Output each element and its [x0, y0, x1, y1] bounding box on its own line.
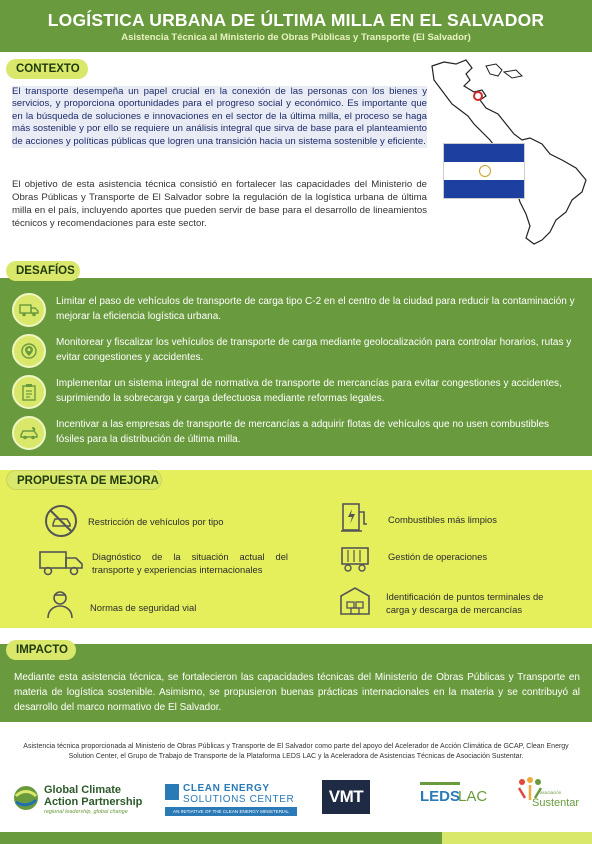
page-title: LOGÍSTICA URBANA DE ÚLTIMA MILLA EN EL SALVADOR: [47, 10, 545, 30]
proposal-text: Diagnóstico de la situación actual del transporte y experiencias internacionales: [92, 551, 288, 575]
el-salvador-flag: [443, 143, 525, 199]
section-label-desafios: DESAFÍOS: [6, 261, 80, 281]
challenge-text: Limitar el paso de vehículos de transporte de carga tipo C-2 en el centro de la ciudad para reducir la contaminación y mejorar la eficiencia logística urbana.: [56, 296, 575, 322]
globe-icon: [12, 784, 40, 812]
safety-icon: [44, 588, 76, 625]
container-icon: [340, 544, 372, 579]
challenge-item: [10, 374, 582, 410]
proposal-text: Restricción de vehículos por tipo: [88, 516, 224, 527]
page-header: [0, 0, 592, 52]
section-label-impacto: IMPACTO: [6, 640, 76, 660]
delivery-truck-icon: [38, 548, 86, 583]
proposal-text: Identificación de puntos terminales de carga y descarga de mercancías: [386, 591, 544, 615]
challenge-text: Implementar un sistema integral de normativa de transporte de mercancías para evitar congestiones y accidentes, suprimiendo la sobrecarga y carga defectuosa mediante reformas legales.: [56, 378, 562, 404]
challenge-item: [10, 415, 582, 451]
challenge-text: Monitorear y fiscalizar los vehículos de transporte de carga mediante geolocalización para controlar horarios, rutas y evitar congestiones y accidentes.: [56, 337, 572, 363]
challenge-item: [10, 292, 582, 328]
charging-station-icon: [340, 500, 370, 539]
challenge-text: Incentivar a las empresas de transporte de mercancías a adquirir flotas de vehículos que no usen combustibles fósiles para la distribución de última milla.: [56, 419, 550, 445]
sustentar-small: asociación: [540, 790, 562, 795]
section-label-contexto: CONTEXTO: [6, 59, 88, 79]
cesc-tagline: AN INITIATIVE OF THE CLEAN ENERGY MINISTERIAL: [165, 807, 297, 816]
footer-note: Asistencia técnica proporcionada al Ministerio de Obras Públicas y Transporte de El Salvador como parte del apoyo del Acelerador de Acción Climática de GCAP, Clean Energy Solution Center, el Grupo de Trabajo de Transporte de la Plataforma LEDS LAC y la Aceleradora de Asistencias Técnicas de Asociación Sustentar.: [23, 743, 569, 760]
section-label-propuesta: PROPUESTA DE MEJORA: [6, 470, 162, 490]
loading-dock-icon: [338, 584, 372, 623]
gcap-tagline: regional leadership, global change: [44, 809, 128, 815]
challenge-item: [10, 333, 582, 369]
clean-energy-logo: [165, 780, 300, 820]
coat-of-arms-icon: [479, 165, 491, 177]
proposal-text: Gestión de operaciones: [388, 551, 488, 562]
eco-car-icon: [12, 416, 46, 450]
no-car-icon: [44, 504, 78, 543]
partner-logos: [0, 770, 592, 828]
page-subtitle: Asistencia Técnica al Ministerio de Obras Públicas y Transporte (El Salvador): [121, 32, 471, 43]
bottom-color-bar: [0, 832, 592, 844]
lac-text: LAC: [458, 788, 488, 805]
sustentar-name: Sustentar: [532, 797, 580, 809]
cesc-name-line2: SOLUTIONS CENTER: [183, 794, 295, 805]
geolocation-icon: [12, 334, 46, 368]
cesc-name-line1: CLEAN ENERGY: [183, 783, 270, 794]
sustentar-logo: [512, 776, 582, 820]
impact-text: Mediante esta asistencia técnica, se fortalecieron las capacidades técnicas del Ministerio de Obras Públicas y Transporte en materia de logística sostenible. Asimismo, se propusieron buenas prácticas internacionales en la materia y se contribuyó al desarrollo del marco normativo de El Salvador.: [14, 672, 580, 713]
gcap-name-line1: Global Climate: [44, 784, 122, 796]
leds-text: LEDS: [420, 788, 461, 805]
clipboard-icon: [12, 375, 46, 409]
context-body-text: El objetivo de esta asistencia técnica consistió en fortalecer las capacidades del Ministerio de Obras Públicas y Transporte de El Salvador sobre la regulación de la logística urbana de última milla en el país, incluyendo aportes que pueden servir de base para el desarrollo de lineamientos técnicos y recomendaciones para este sector.: [12, 179, 427, 229]
truck-icon: [12, 293, 46, 327]
leds-lac-logo: [420, 786, 500, 812]
context-highlight-text: El transporte desempeña un papel crucial en la conexión de las personas con los bienes y servicios, y proporciona oportunidades para el progreso social y económico. Es importante que en la búsqueda de soluciones e innovaciones en el sector de la última milla, el proceso se haga más sostenible y por ello se requiere un análisis integral que sirva de base para el planteamiento de acciones y políticas públicas que logren una transición hacia un sistema sostenible y eficiente.: [12, 86, 427, 147]
gcap-logo: [12, 780, 152, 820]
proposal-text: Normas de seguridad vial: [90, 602, 197, 613]
proposal-text: Combustibles más limpios: [388, 514, 497, 525]
vmt-logo: VMT: [322, 780, 370, 814]
gcap-name-line2: Action Partnership: [44, 796, 143, 808]
